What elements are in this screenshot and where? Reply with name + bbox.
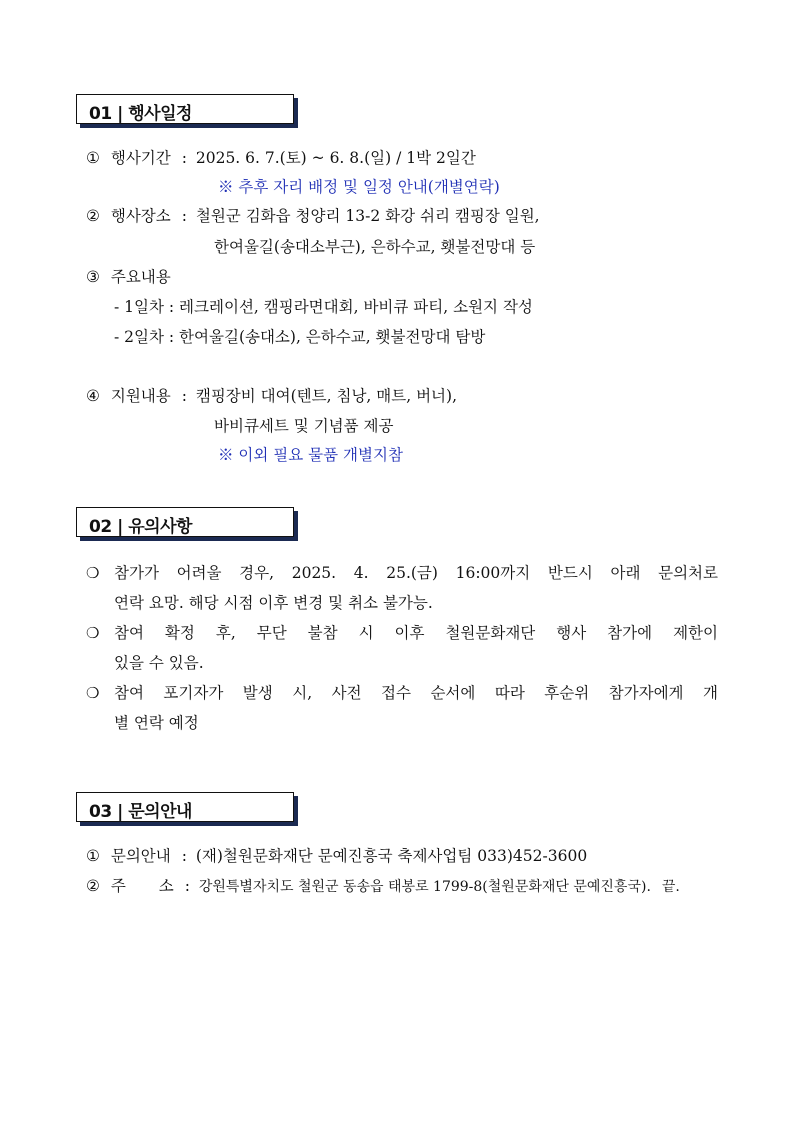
venue-label: 행사장소 [110, 207, 171, 225]
section-number: 03 [89, 802, 112, 822]
address-value: 강원특별자치도 철원군 동송읍 태봉로 1799-8(철원문화재단 문예진흥국). [198, 879, 651, 895]
circled-number: ① [86, 847, 100, 865]
venue-value: 철원군 김화읍 청양리 13-2 화강 쉬리 캠핑장 일원, [195, 207, 540, 225]
section-title-text: 문의안내 [128, 802, 192, 822]
section-number: 01 [89, 104, 112, 124]
inquiry-value: (재)철원문화재단 문예진흥국 축제사업팀 033)452-3600 [195, 847, 588, 865]
circled-number: ③ [86, 268, 100, 286]
circled-number: ② [86, 877, 100, 895]
venue-value-continued: 한여울길(송대소부근), 은하수교, 횃불전망대 등 [214, 238, 536, 256]
period-note: ※ 추후 자리 배정 및 일정 안내(개별연락) [218, 178, 500, 196]
section-separator: | [117, 802, 123, 822]
circled-number: ④ [86, 387, 100, 405]
section-separator: | [117, 517, 123, 537]
notice-bullet-icon: ❍ [86, 624, 100, 642]
support-label: 지원내용 [110, 387, 171, 405]
colon: : [181, 387, 187, 405]
notice-3-line2: 별 연락 예정 [114, 714, 199, 732]
schedule-venue-row [86, 206, 540, 226]
period-value: 2025. 6. 7.(토) ~ 6. 8.(일) / 1박 2일간 [195, 149, 476, 167]
schedule-period-row [86, 148, 476, 168]
section-number: 02 [89, 517, 112, 537]
support-value-continued: 바비큐세트 및 기념품 제공 [214, 417, 394, 435]
circled-number: ② [86, 207, 100, 225]
notice-1-line1: 참가가 어려울 경우, 2025. 4. 25.(금) 16:00까지 반드시 아래 문의처로 [114, 564, 718, 582]
content-label: 주요내용 [110, 268, 171, 286]
period-label: 행사기간 [110, 149, 171, 167]
notice-2-line1: 참여 확정 후, 무단 불참 시 이후 철원문화재단 행사 참가에 제한이 [114, 624, 718, 642]
day2-program: - 2일차 : 한여울길(송대소), 은하수교, 횃불전망대 탐방 [114, 328, 486, 346]
notice-bullet-icon: ❍ [86, 684, 100, 702]
section-title [89, 99, 192, 124]
colon: : [181, 847, 187, 865]
section-title [89, 512, 192, 537]
circled-number: ① [86, 149, 100, 167]
section-separator: | [117, 104, 123, 124]
support-note: ※ 이외 필요 물품 개별지참 [218, 446, 403, 464]
schedule-content-row [86, 267, 171, 287]
section-header-notices [76, 507, 294, 537]
notice-bullet-icon: ❍ [86, 564, 100, 582]
notice-3-line1: 참여 포기자가 발생 시, 사전 접수 순서에 따라 후순위 참가자에게 개 [114, 684, 718, 702]
notice-2-line2: 있을 수 있음. [114, 654, 204, 672]
section-title-text: 유의사항 [128, 517, 192, 537]
section-title [89, 797, 192, 822]
section-header-contact [76, 792, 294, 822]
section-header-schedule [76, 94, 294, 124]
contact-inquiry-row [86, 846, 587, 866]
notice-1-line2: 연락 요망. 해당 시점 이후 변경 및 취소 불가능. [114, 594, 433, 612]
inquiry-label: 문의안내 [110, 847, 171, 865]
day1-program: - 1일차 : 레크레이션, 캠핑라면대회, 바비큐 파티, 소원지 작성 [114, 298, 533, 316]
colon: : [181, 207, 187, 225]
support-value: 캠핑장비 대여(텐트, 침낭, 매트, 버너), [195, 387, 457, 405]
section-title-text: 행사일정 [128, 104, 192, 124]
contact-address-row [86, 876, 680, 897]
address-label-b: 소 [158, 877, 174, 895]
colon: : [181, 149, 187, 167]
end-mark: 끝. [661, 879, 680, 895]
address-label-a: 주 [110, 877, 126, 895]
colon: : [184, 877, 190, 895]
schedule-support-row [86, 386, 457, 406]
